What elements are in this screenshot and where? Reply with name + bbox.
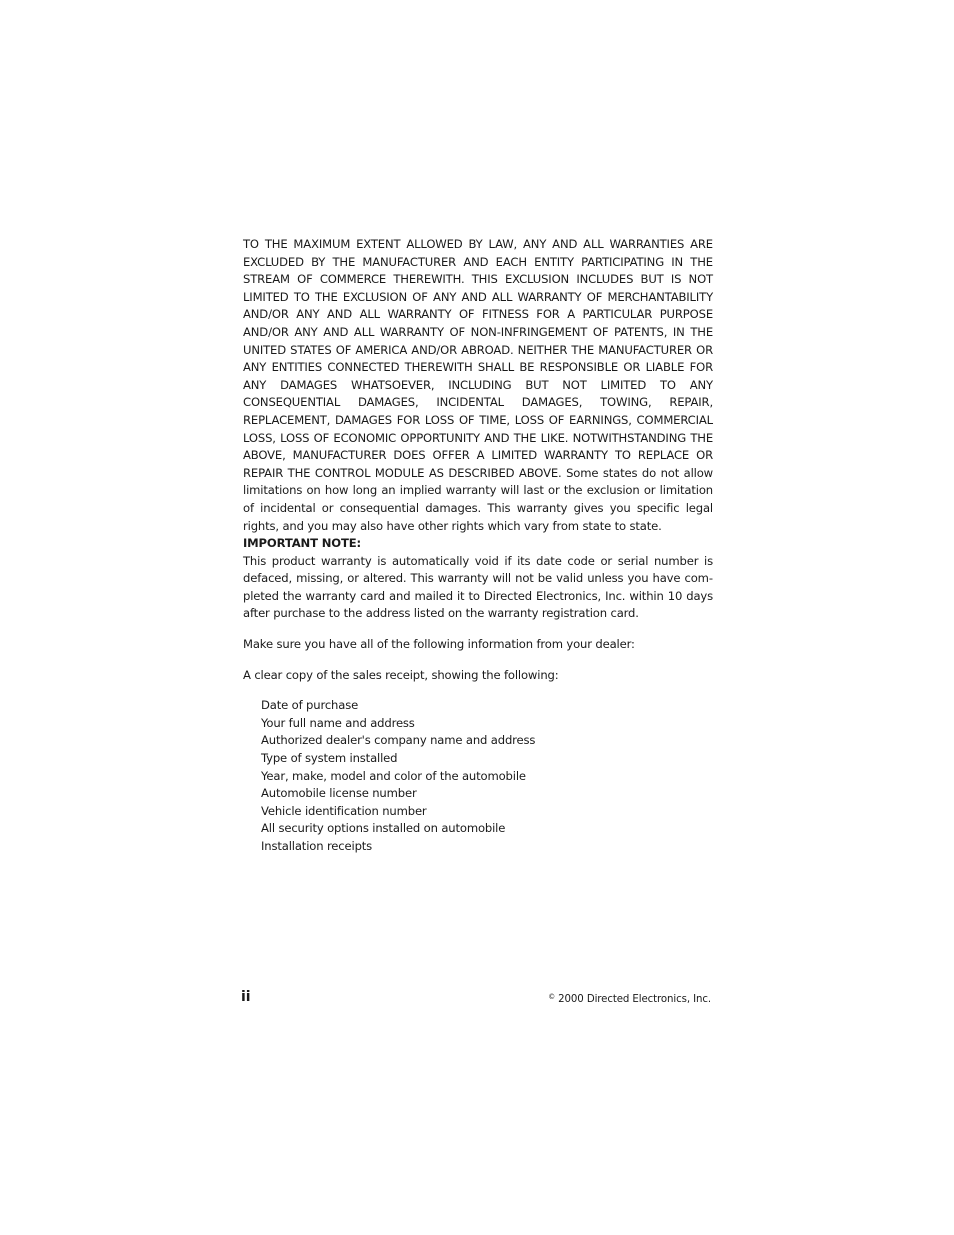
receipt-intro: A clear copy of the sales receipt, showing the following: (243, 667, 559, 682)
important-note-paragraph: This product warranty is automatically void if its date code or serial number is defaced, missing, or altered. This warranty will not be valid unless you have completed the warranty card and mailed it to Directed Electronics, Inc. within 10 days after purchase to the address listed on the warranty registration card. (243, 553, 713, 621)
receipt-items-list (243, 697, 713, 855)
list-item: Type of system installed (261, 751, 398, 766)
page-number: ii (241, 989, 251, 1005)
copyright-text: 2000 Directed Electronics, Inc. (558, 994, 711, 1005)
copyright-symbol: © (548, 993, 556, 1001)
list-item: Authorized dealer's company name and address (261, 733, 536, 748)
important-note-heading: IMPORTANT NOTE: (243, 536, 362, 551)
copyright-notice (548, 993, 711, 1005)
list-item: Year, make, model and color of the automobile (261, 768, 526, 783)
list-item: Installation receipts (261, 839, 373, 853)
list-item: Vehicle identification number (261, 803, 427, 818)
page-content (243, 236, 713, 856)
dealer-info-intro: Make sure you have all of the following information from your dealer: (243, 637, 635, 652)
warranty-exclusion-paragraph: TO THE MAXIMUM EXTENT ALLOWED BY LAW, ANY AND ALL WARRANTIES ARE EXCLUDED BY THE MANUFACTURER AND EACH ENTITY PARTICIPATING IN THE STREAM OF COMMERCE THEREWITH. THIS EXCLUSION INCLUDES BUT IS NOT LIMITED TO THE EXCLUSION OF ANY AND ALL WARRANTY OF MERCHANTABILITY AND/OR ANY AND ALL WARRANTY OF FITNESS FOR A PARTICULAR PURPOSE AND/OR ANY AND ALL WARRANTY OF NON-INFRINGEMENT OF PATENTS, IN THE UNITED STATES OF AMERICA AND/OR ABROAD. NEITHER THE MANUFACTURER OR ANY ENTITIES CONNECTED THEREWITH SHALL BE RESPONSIBLE OR LIABLE FOR ANY DAMAGES WHATSOEVER, INCLUDING BUT NOT LIMITED TO ANY CONSEQUENTIAL DAMAGES, INCIDENTAL DAMAGES, TOWING, REPAIR, REPLACEMENT, DAMAGES FOR LOSS OF TIME, LOSS OF EARNINGS, COMMERCIAL LOSS, LOSS OF ECONOMIC OPPORTUNITY AND THE LIKE. NOTWITHSTANDING THE ABOVE, MANUFACTURER DOES OFFER A LIMITED WARRANTY TO REPLACE OR REPAIR THE CONTROL MODULE AS DESCRIBED ABOVE. Some states do not allow limitations on how long an implied warranty will last or the exclusion or limitation of incidental or consequential damages. This warranty gives you specific legal rights, and you may also have other rights which vary from state to state. (243, 237, 713, 533)
list-item: All security options installed on automobile (261, 821, 506, 836)
list-item: Your full name and address (261, 715, 415, 730)
list-item: Automobile license number (261, 786, 417, 801)
list-item: Date of purchase (261, 698, 359, 713)
